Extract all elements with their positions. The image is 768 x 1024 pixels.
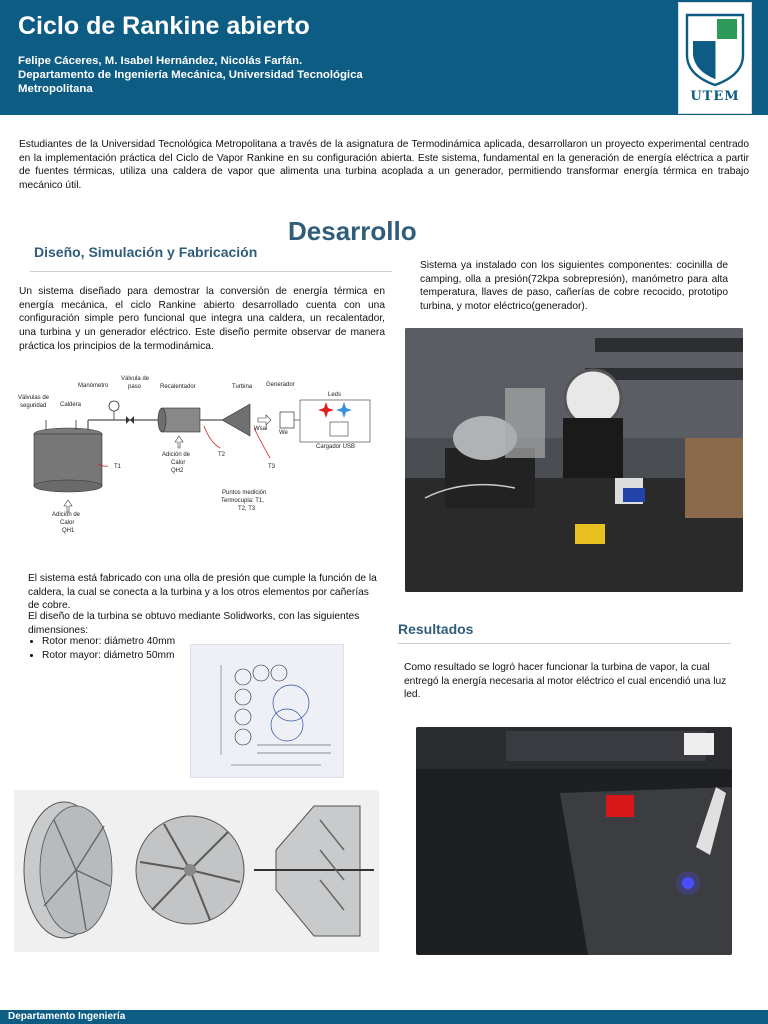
sistema-instalado-text: Sistema ya instalado con los siguientes componentes: cocinilla de camping, olla a presión(72kpa sobrepresión), manómetro para alta temperatura, llaves de paso, cañerías de cobre recocido, prototipo turbina, y motor eléctrico(generador). [420, 260, 728, 313]
dimension-item: • Rotor menor: diámetro 40mm [42, 635, 242, 649]
divider [30, 271, 392, 272]
heading-resultados: Resultados [398, 621, 474, 637]
label-qh1-2: Calor [60, 520, 75, 526]
label-t3: T3 [268, 464, 276, 470]
label-valvulas-seguridad-2: seguridad [20, 403, 47, 409]
department-line-2: Metropolitana [18, 83, 93, 95]
department-line-1: Departamento de Ingeniería Mecánica, Universidad Tecnológica [18, 69, 363, 81]
fabricacion-text-2: El diseño de la turbina se obtuvo mediante Solidworks, con las siguientes dimensiones: [28, 611, 360, 636]
label-qh2-1: Adición de [162, 452, 191, 458]
label-generador: Generador [266, 382, 295, 388]
label-qh1-3: QH1 [62, 528, 75, 534]
label-valvula-paso-1: Válvula de [121, 376, 150, 382]
section-heading-desarrollo: Desarrollo [288, 216, 417, 246]
label-turbina: Turbina [232, 384, 253, 390]
label-t1: T1 [114, 464, 122, 470]
divider [398, 643, 731, 644]
label-cargador: Cargador USB [316, 444, 356, 450]
label-t2: T2 [218, 452, 226, 458]
label-leds: Leds [328, 392, 342, 398]
label-valvulas-seguridad-1: Válvulas de [18, 395, 50, 401]
photo-result-led [416, 727, 732, 955]
footer-text: Departamento Ingeniería [8, 1011, 126, 1022]
label-caldera: Caldera [60, 402, 82, 408]
poster-title: Ciclo de Rankine abierto [18, 12, 310, 40]
label-qh1-1: Adición de [52, 512, 81, 518]
label-valvula-paso-2: paso [128, 384, 142, 390]
authors: Felipe Cáceres, M. Isabel Hernández, Nicolás Farfán. [18, 55, 303, 67]
utem-shield-icon [683, 11, 747, 87]
subheading-diseno: Diseño, Simulación y Fabricación [34, 244, 258, 260]
label-we: We [279, 430, 288, 436]
utem-logo [678, 2, 752, 114]
desarrollo-paragraph: Un sistema diseñado para demostrar la conversión de energía térmica en energía mecánica, el ciclo Rankine abierto desarrollado cuenta con una configuración simple pero funcional que integra una caldera, un recalentador, una turbina y un generador eléctrico. Este diseño permite observar de manera práctica los principios de la termodinámica. [19, 286, 385, 352]
photo-installed-system [405, 328, 743, 592]
fabricacion-text-1: El sistema está fabricado con una olla de presión que cumple la función de la caldera, la cual se conecta a la turbina y a los otros elementos por cañerías de cobre. [28, 573, 377, 612]
dimension-item: • Rotor mayor: diámetro 50mm [42, 649, 242, 663]
intro-paragraph: Estudiantes de la Universidad Tecnológica Metropolitana a través de la asignatura de Termodinámica aplicada, desarrollaron un proyecto experimental centrado en la implementación práctica del Ciclo de Vapor Rankine en su configuración abierta. Este sistema, fundamental en la generación de energía eléctrica a partir de fuentes térmicas, utiliza una caldera de vapor que alimenta una turbina acoplada a un generador, permitiendo transformar energía térmica en trabajo mecánico útil. [19, 139, 749, 192]
label-recalentador: Recalentador [160, 384, 196, 390]
label-puntos-3: T2, T3 [238, 506, 256, 512]
label-qh2-3: QH2 [171, 468, 184, 474]
label-qh2-2: Calor [171, 460, 186, 466]
label-wsal: Wsal [254, 426, 268, 432]
resultados-text: Como resultado se logró hacer funcionar la turbina de vapor, la cual entregó la energía necesaria al motor eléctrico el cual encendió una luz led. [404, 662, 727, 701]
rankine-schematic [18, 372, 378, 540]
turbine-cad-drawing [190, 644, 344, 778]
label-puntos-2: Termocupla: T1, [221, 498, 264, 504]
logo-text: UTEM [690, 89, 740, 104]
turbine-3d-renders [14, 790, 379, 952]
label-manometro: Manómetro [78, 383, 109, 389]
label-puntos-1: Puntos medición [222, 490, 267, 496]
